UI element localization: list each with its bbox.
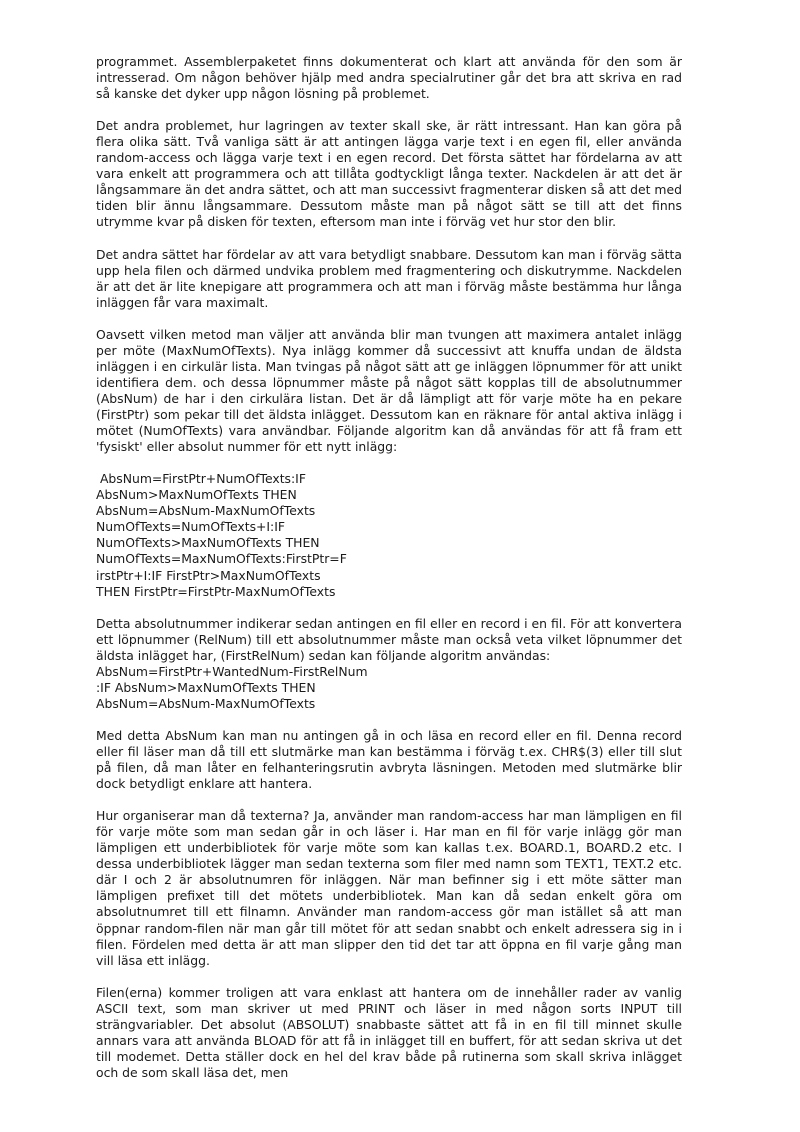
document-page — [96, 54, 682, 1097]
code-line: NumOfTexts=MaxNumOfTexts:FirstPtr=F — [96, 551, 347, 567]
code-line: AbsNum=FirstPtr+NumOfTexts:IF — [96, 471, 306, 487]
paragraph-8: Filen(erna) kommer troligen att vara enklast att hantera om de innehåller rader av vanlig ASCII text, som man skriver ut med PRINT och läser in med någon sorts INPUT till strängvariabler. Det absolut (ABSOLUT) snabbaste sättet att få in en fil till minnet skulle annars vara att använda BLOAD för att få in inlägget till en buffert, för att sedan skriva ut det till modemet. Detta ställer dock en hel del krav både på rutinerna som skall skriva inlägget och de som skall läsa det, men — [96, 984, 682, 1080]
code-line: :IF AbsNum>MaxNumOfTexts THEN — [96, 679, 316, 695]
paragraph-1: programmet. Assemblerpaketet finns dokumenterat och klart att använda för den som är intresserad. Om någon behöver hjälp med andra specialrutiner går det bra att skriva en rad så kanske det dyker upp någon lösning på problemet. — [96, 54, 682, 102]
code-line: AbsNum=AbsNum-MaxNumOfTexts — [96, 503, 316, 519]
paragraph-3: Det andra sättet har fördelar av att vara betydligt snabbare. Dessutom kan man i förväg sätta upp hela filen och därmed undvika problem med fragmentering och diskutrymme. Nackdelen är att det är lite knepigare att programmera och att man i förväg måste bestämma hur långa inläggen får vara maximalt. — [96, 246, 682, 310]
paragraph-5: Detta absolutnummer indikerar sedan antingen en fil eller en record i en fil. För att konvertera ett löpnummer (RelNum) till ett absolutnummer måste man också veta vilket löpnummer det äldsta inlägget har, (FirstRelNum) sedan kan följande algoritm användas: — [96, 615, 683, 663]
paragraph-7: Hur organiserar man då texterna? Ja, använder man random-access har man lämpligen en fil för varje möte som man sedan går in och läser i. Har man en fil för varje inlägg gör man lämpligen ett underbibliotek för varje möte som kan kallas t.ex. BOARD.1, BOARD.2 etc. I dessa underbibliotek lägger man sedan texterna som filer med namn som TEXT1, TEXT.2 etc. där I och 2 är absolutnumren för inläggen. När man befinner sig i ett möte sätter man lämpligen prefixet till det mötets underbibliotek. Man kan då sedan enkelt göra om absolutnumret till ett filnamn. Använder man random-access gör man istället så att man öppnar random-filen när man går till mötet för att sedan snabbt och enkelt adressera sig in i filen. Fördelen med detta är att man slipper den tid det tar att öppna en fil varje gång man vill läsa ett inlägg. — [96, 808, 682, 968]
code-line: THEN FirstPtr=FirstPtr-MaxNumOfTexts — [96, 583, 336, 599]
algorithm-block-2 — [96, 664, 682, 712]
code-line: irstPtr+I:IF FirstPtr>MaxNumOfTexts — [96, 567, 321, 583]
code-line: AbsNum=FirstPtr+WantedNum-FirstRelNum — [96, 663, 368, 679]
paragraph-6: Med detta AbsNum kan man nu antingen gå in och läsa en record eller en fil. Denna record eller fil läser man då till ett slutmärke man kan bestämma i förväg t.ex. CHR$(3) eller till slut på filen, då man låter en felhanteringsrutin avbryta läsningen. Metoden med slutmärke blir dock betydligt enklare att hantera. — [96, 727, 682, 792]
algorithm-block-1 — [96, 471, 682, 599]
code-line: NumOfTexts>MaxNumOfTexts THEN — [96, 535, 320, 551]
code-line: AbsNum>MaxNumOfTexts THEN — [96, 487, 297, 503]
paragraph-4: Oavsett vilken metod man väljer att använda blir man tvungen att maximera antalet inlägg per möte (MaxNumOfTexts). Nya inlägg kommer då successivt att knuffa undan de äldsta inläggen i en cirkulär lista. Man tvingas på något sätt att ge inläggen löpnummer för att unikt identifiera dem. och dessa löpnummer måste på något sätt kopplas till de absolutnummer (AbsNum) de har i den cirkulära listan. Det är då lämpligt att för varje möte ha en pekare (FirstPtr) som pekar till det äldsta inlägget. Dessutom kan en räknare för antal aktiva inlägg i mötet (NumOfTexts) vara användbar. Följande algoritm kan då användas för att få fram ett 'fysiskt' eller absolut nummer för ett nytt inlägg: — [96, 326, 682, 455]
paragraph-2: Det andra problemet, hur lagringen av texter skall ske, är rätt intressant. Han kan göra på flera olika sätt. Två vanliga sätt är att antingen lägga varje text i en egen fil, eller använda random-access och lägga varje text i en egen record. Det första sättet har fördelarna av att vara enkelt att programmera och att tillåta godtyckligt långa texter. Nackdelen är att det är långsammare än det andra sättet, och att man successivt fragmenterar disken så att det med tiden blir ännu långsammare. Dessutom måste man på något sätt se till att det finns utrymme kvar på disken för texten, eftersom man inte i förväg vet hur stor den blir. — [96, 118, 682, 230]
code-line: AbsNum=AbsNum-MaxNumOfTexts — [96, 695, 316, 711]
code-line: NumOfTexts=NumOfTexts+I:IF — [96, 519, 286, 535]
